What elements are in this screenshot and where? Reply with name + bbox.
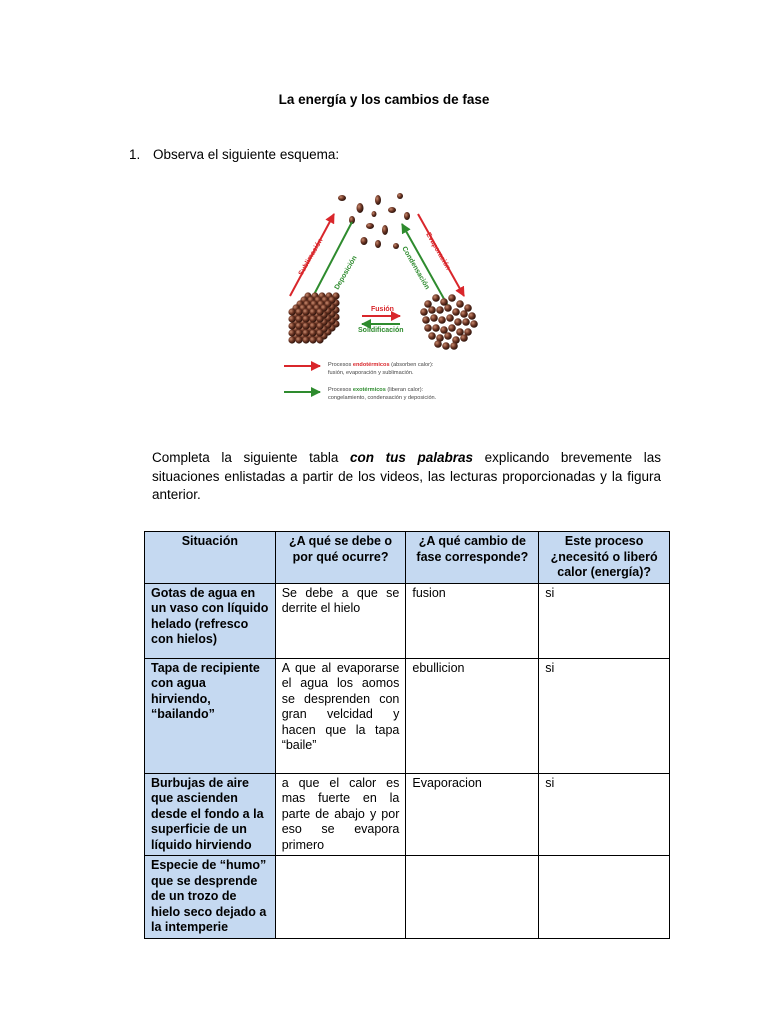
cell-calor[interactable]: si [539, 658, 670, 773]
label-sublimacion: Sublimación [297, 237, 325, 277]
cell-calor[interactable]: si [539, 773, 670, 856]
cell-cambio[interactable]: Evaporacion [406, 773, 539, 856]
label-evaporacion: Evaporación [424, 231, 452, 272]
legend-endo-word: endotérmicos [352, 362, 390, 368]
cell-causa[interactable]: A que al evaporarse el agua los aomos se desprenden con gran velcidad y hacen que la tapa “baile” [275, 658, 406, 773]
table-row [145, 773, 670, 856]
label-solidificacion: Solidificación [358, 327, 404, 334]
table-row [145, 658, 670, 773]
cell-cambio[interactable]: fusion [406, 583, 539, 658]
header-situacion: Situación [145, 532, 276, 584]
label-fusion: Fusión [371, 306, 394, 313]
instructions-before: Completa la siguiente tabla [152, 450, 351, 465]
cell-situacion: Tapa de recipiente con agua hirviendo, “bailando” [145, 658, 276, 773]
legend-endo-suffix: (absorben calor): [389, 362, 434, 368]
cell-causa[interactable]: a que el calor es mas fuerte en la parte de abajo y por eso se evapora primero [275, 773, 406, 856]
legend-exo-suffix: (liberan calor): [385, 387, 424, 393]
cell-causa[interactable]: Se debe a que se derrite el hielo [275, 583, 406, 658]
liquid-particles [420, 294, 478, 350]
table-row [145, 856, 670, 939]
gas-particles [338, 193, 410, 249]
legend-exo-word: exotérmicos [352, 387, 386, 393]
cell-causa[interactable] [275, 856, 406, 939]
instructions-emphasis: con tus palabras [350, 450, 474, 465]
table-header-row [145, 532, 670, 584]
cell-situacion: Gotas de agua en un vaso con líquido helado (refresco con hielos) [145, 583, 276, 658]
phase-change-diagram [278, 186, 490, 408]
cell-cambio[interactable]: ebullicion [406, 658, 539, 773]
question-1 [129, 147, 339, 162]
cell-situacion: Burbujas de aire que ascienden desde el fondo a la superficie de un líquido hirviendo [145, 773, 276, 856]
legend-endo-list: fusión, evaporación y sublimación. [328, 370, 414, 376]
label-condensacion: Condensación [400, 245, 431, 291]
cell-situacion: Especie de “humo” que se desprende de un trozo de hielo seco dejado a la intemperie [145, 856, 276, 939]
cell-calor[interactable] [539, 856, 670, 939]
cell-cambio[interactable] [406, 856, 539, 939]
legend-exo-prefix: Procesos [328, 387, 353, 393]
label-deposicion: Deposición [333, 254, 359, 291]
solid-particles [288, 292, 339, 343]
page-title: La energía y los cambios de fase [278, 92, 490, 107]
instructions [152, 449, 661, 505]
svg-text:Procesos exotérmicos (liberan [328, 387, 424, 393]
legend-endo-prefix: Procesos [328, 362, 353, 368]
phase-change-table [144, 531, 670, 939]
table-row [145, 583, 670, 658]
header-causa: ¿A qué se debe o por qué ocurre? [275, 532, 406, 584]
instructions-after: explicando brevemente las situaciones enlistadas a partir de los videos, las lecturas proporcionadas y la figura anterior. [152, 450, 661, 502]
svg-text:Procesos endotérmicos (absorbe [328, 362, 434, 368]
question-number: 1. [129, 147, 141, 162]
header-cambio: ¿A qué cambio de fase corresponde? [406, 532, 539, 584]
question-text: Observa el siguiente esquema: [153, 147, 340, 162]
legend-exo-list: congelamiento, condensación y deposición. [328, 395, 437, 401]
cell-calor[interactable]: si [539, 583, 670, 658]
header-calor: Este proceso ¿necesitó o liberó calor (energía)? [539, 532, 670, 584]
